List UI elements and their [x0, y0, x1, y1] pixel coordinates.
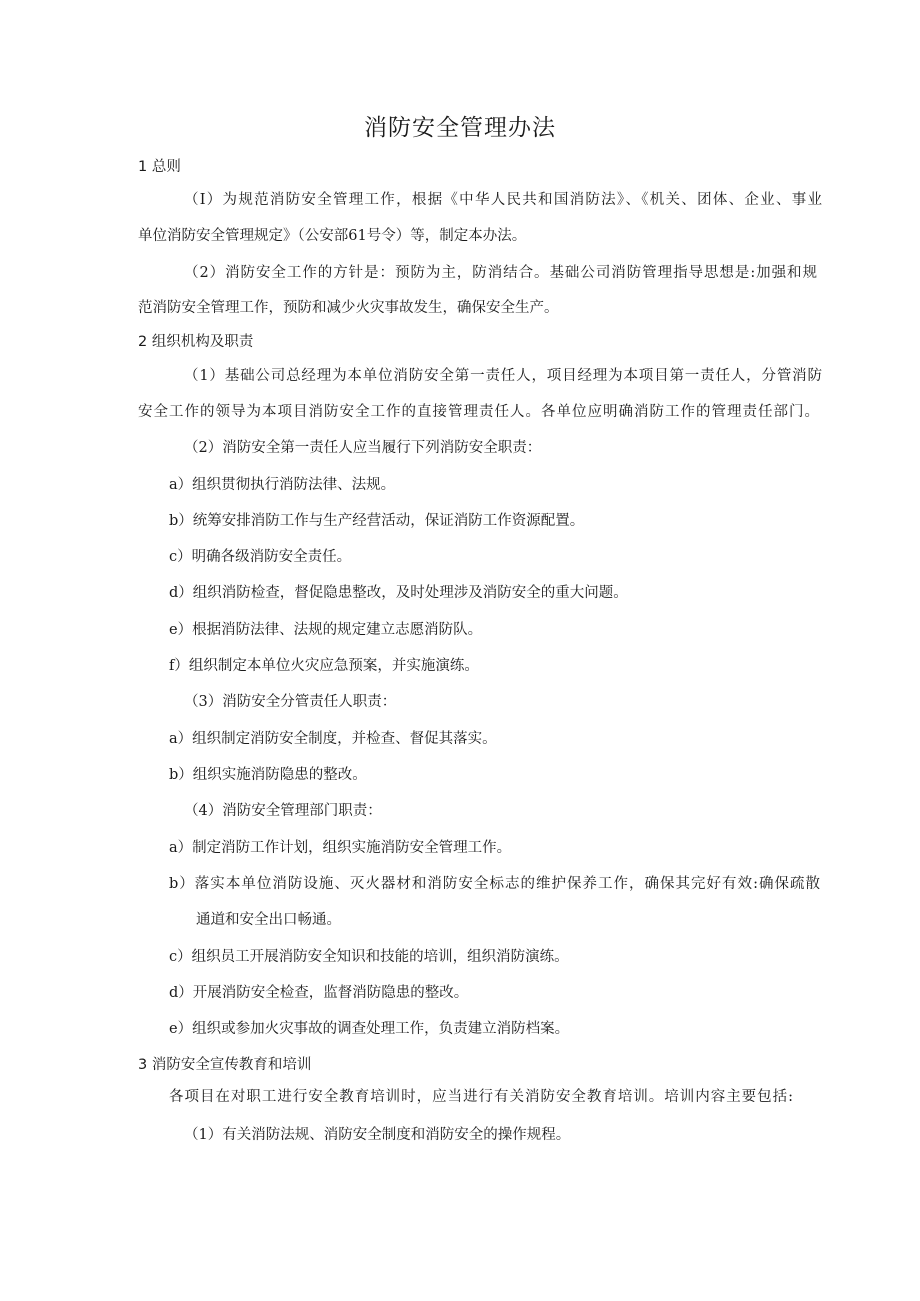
list-item: c）组织员工开展消防安全知识和技能的培训，组织消防演练。	[169, 949, 569, 965]
paragraph-line: （4）消防安全管理部门职责：	[184, 803, 382, 819]
paragraph-line: （1）基础公司总经理为本单位消防安全第一责任人，项目经理为本项目第一责任人，分管消防	[184, 368, 822, 384]
list-item: a）制定消防工作计划，组织实施消防安全管理工作。	[169, 840, 512, 856]
list-item: f）组织制定本单位火灾应急预案，并实施演练。	[169, 658, 479, 674]
paragraph-line: （2）消防安全第一责任人应当履行下列消防安全职责：	[184, 440, 542, 456]
paragraph-line: （2）消防安全工作的方针是：预防为主，防消结合。基础公司消防管理指导思想是:加强和规	[184, 265, 817, 281]
paragraph-line: （1）有关消防法规、消防安全制度和消防安全的操作规程。	[184, 1127, 571, 1143]
paragraph-line: 范消防安全管理工作，预防和减少火灾事故发生，确保安全生产。	[138, 300, 559, 316]
paragraph-line: 各项目在对职工进行安全教育培训时，应当进行有关消防安全教育培训。培训内容主要包括:	[169, 1089, 793, 1105]
paragraph-line: （3）消防安全分管责任人职责：	[184, 694, 397, 710]
list-item: b）统筹安排消防工作与生产经营活动，保证消防工作资源配置。	[169, 513, 585, 529]
section-heading-training: 3 消防安全宣传教育和培训	[138, 1057, 312, 1073]
list-item: a）组织贯彻执行消防法律、法规。	[169, 477, 396, 493]
list-item: a）组织制定消防安全制度，并检查、督促其落实。	[169, 731, 497, 747]
section-heading-organization: 2 组织机构及职责	[138, 334, 254, 350]
list-item: d）组织消防检查，督促隐患整改，及时处理涉及消防安全的重大问题。	[169, 585, 628, 601]
document-title: 消防安全管理办法	[364, 115, 556, 141]
list-item-continuation: 通道和安全出口畅通。	[196, 912, 341, 928]
paragraph-line: （I）为规范消防安全管理工作，根据《中华人民共和国消防法》、《机关、团体、企业、事业	[184, 192, 822, 208]
list-item: b）组织实施消防隐患的整改。	[169, 767, 367, 783]
list-item: c）明确各级消防安全责任。	[169, 549, 352, 565]
paragraph-line: 安全工作的领导为本项目消防安全工作的直接管理责任人。各单位应明确消防工作的管理责任部门。	[138, 404, 819, 420]
list-item: d）开展消防安全检查，监督消防隐患的整改。	[169, 985, 469, 1001]
section-heading-general: 1 总则	[138, 159, 181, 175]
list-item: e）组织或参加火灾事故的调查处理工作，负责建立消防档案。	[169, 1021, 570, 1037]
list-item: b）落实本单位消防设施、灭火器材和消防安全标志的维护保养工作，确保其完好有效:确保疏散	[169, 876, 820, 892]
paragraph-line: 单位消防安全管理规定》（公安部61号令）等，制定本办法。	[138, 228, 527, 244]
list-item: e）根据消防法律、法规的规定建立志愿消防队。	[169, 622, 483, 638]
